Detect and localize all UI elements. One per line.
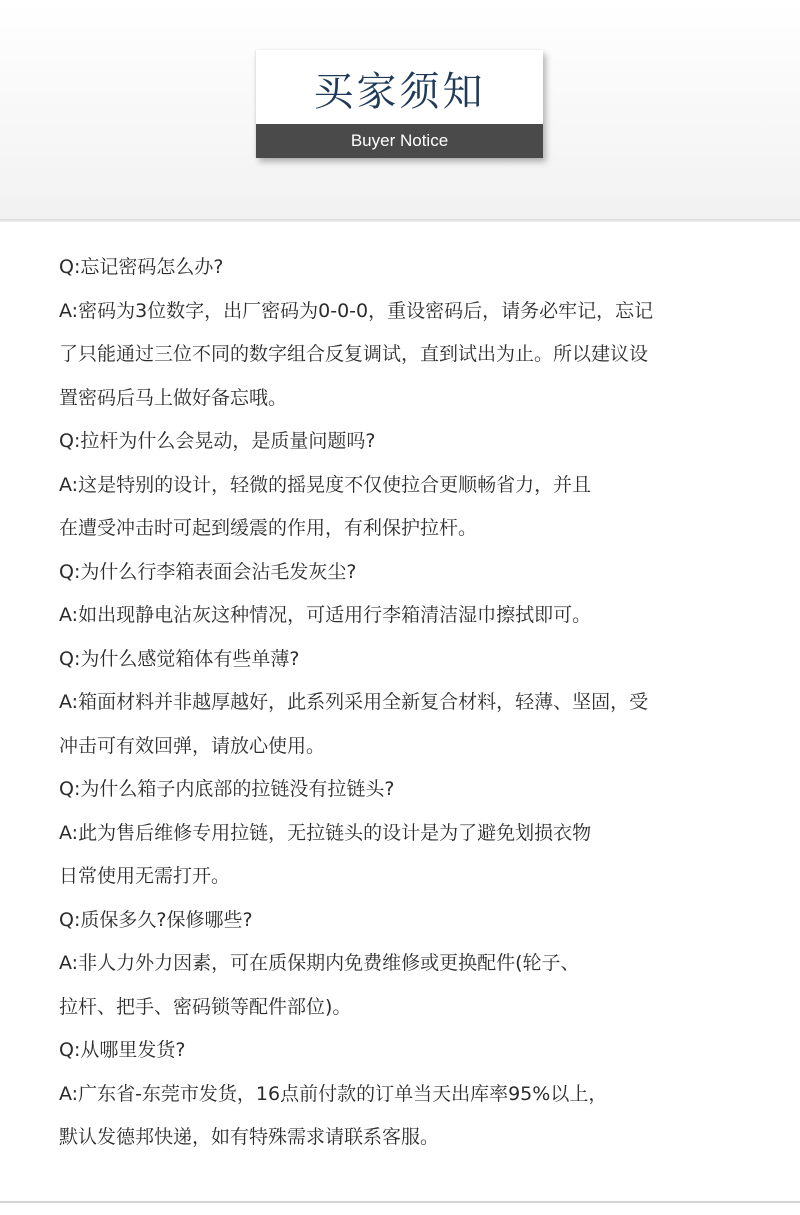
faq-line: A:如出现静电沾灰这种情况，可适用行李箱清洁湿巾擦拭即可。 xyxy=(59,604,592,626)
faq-line: 置密码后马上做好备忘哦。 xyxy=(59,386,288,409)
faq-line: A:密码为3位数字，出厂密码为0-0-0，重设密码后，请务必牢记，忘记 xyxy=(59,299,654,322)
title-card xyxy=(256,50,543,158)
faq-line: 拉杆、把手、密码锁等配件部位)。 xyxy=(59,995,352,1018)
faq-list xyxy=(59,246,749,1160)
footer-divider xyxy=(0,1201,800,1203)
page-subtitle: Buyer Notice xyxy=(256,124,543,158)
faq-line: Q:为什么感觉箱体有些单薄? xyxy=(59,647,300,670)
faq-line: Q:质保多久?保修哪些? xyxy=(59,908,253,931)
faq-line: A:广东省-东莞市发货，16点前付款的订单当天出库率95%以上， xyxy=(59,1082,608,1105)
faq-line: Q:从哪里发货? xyxy=(59,1039,186,1061)
faq-line: 日常使用无需打开。 xyxy=(59,865,231,887)
faq-line: 冲击可有效回弹，请放心使用。 xyxy=(59,734,326,757)
faq-line: A:这是特别的设计，轻微的摇晃度不仅使拉合更顺畅省力，并且 xyxy=(59,473,592,496)
faq-line: Q:忘记密码怎么办? xyxy=(59,256,224,278)
faq-line: 默认发德邦快递，如有特殊需求请联系客服。 xyxy=(59,1126,440,1148)
faq-line: 在遭受冲击时可起到缓震的作用，有利保护拉杆。 xyxy=(59,517,478,539)
faq-line: Q:为什么箱子内底部的拉链没有拉链头? xyxy=(59,778,395,800)
faq-line: A:此为售后维修专用拉链，无拉链头的设计是为了避免划损衣物 xyxy=(59,821,592,844)
faq-line: 了只能通过三位不同的数字组合反复调试，直到试出为止。所以建议设 xyxy=(59,343,649,365)
faq-line: A:箱面材料并非越厚越好，此系列采用全新复合材料，轻薄、坚固，受 xyxy=(59,691,649,713)
header-divider xyxy=(0,219,800,222)
faq-line: A:非人力外力因素，可在质保期内免费维修或更换配件(轮子、 xyxy=(59,952,580,974)
page-title: 买家须知 xyxy=(313,69,486,115)
faq-line: Q:为什么行李箱表面会沾毛发灰尘? xyxy=(59,560,357,583)
faq-line: Q:拉杆为什么会晃动，是质量问题吗? xyxy=(59,430,376,452)
